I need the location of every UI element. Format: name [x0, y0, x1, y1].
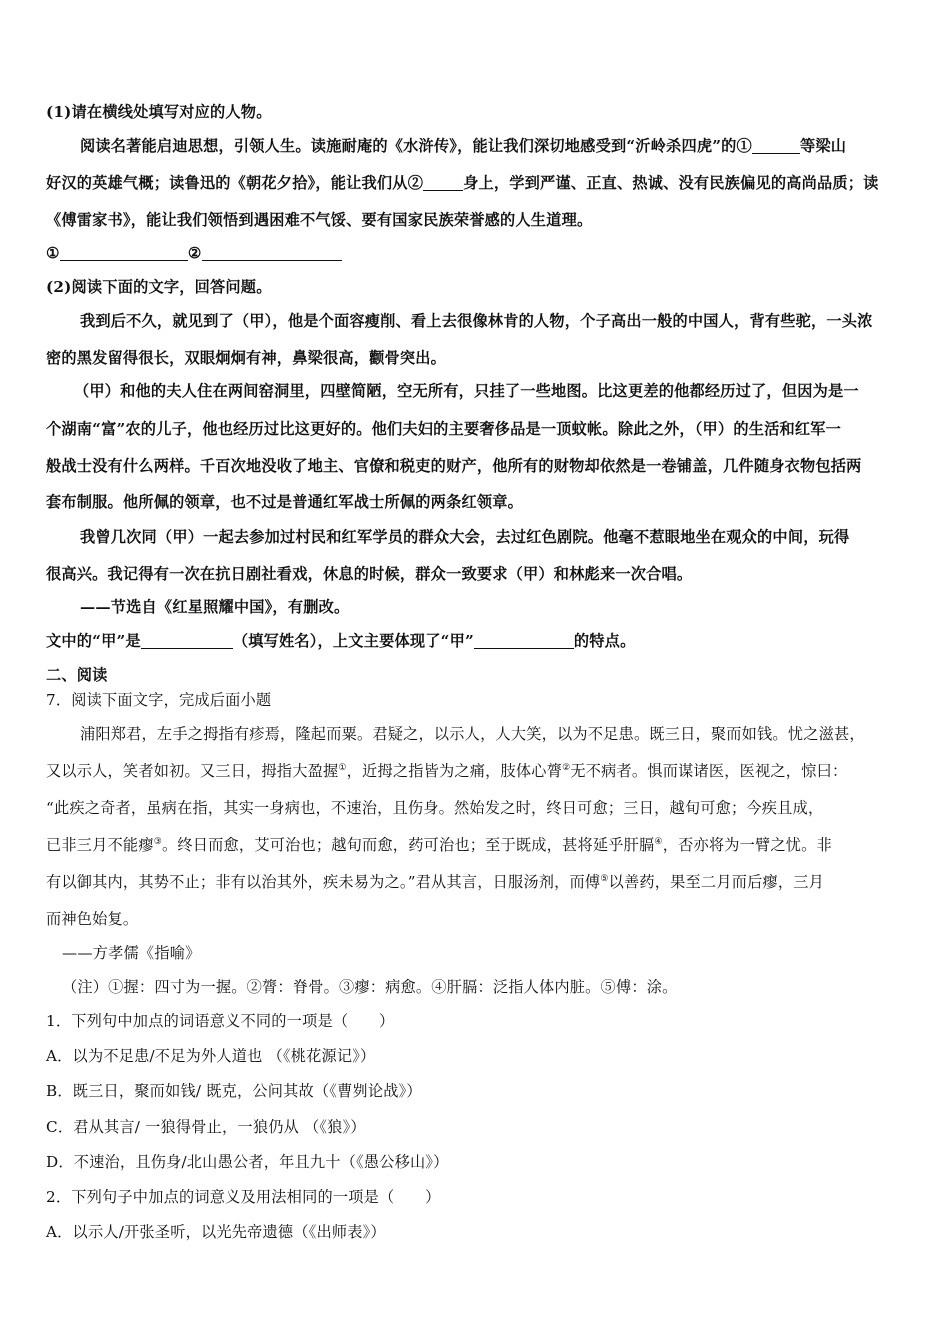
answer-blank-1[interactable]	[752, 137, 800, 154]
answer-blank-2[interactable]	[423, 174, 463, 191]
sub-question-1-option-a[interactable]: A．以为不足患/不足为外人道也 （《桃花源记》）	[46, 1047, 376, 1065]
passage-1-line-1: 阅读名著能启迪思想，引领人生。读施耐庵的《水浒传》，能让我们深切地感受到“沂岭杀四虎”的① 等梁山	[80, 137, 847, 155]
passage-1-line-3: 《傅雷家书》，能让我们领悟到遇困难不气馁、要有国家民族荣誉感的人生道理。	[46, 211, 593, 229]
classical-text-line-1: 浦阳郑君，左手之拇指有疹焉，隆起而粟。君疑之，以示人，人大笑，以为不足患。既三日，聚而如钱。忧之滋甚，	[80, 725, 865, 743]
passage-2-source: ——节选自《红星照耀中国》，有删改。	[80, 598, 350, 616]
passage-2-line-1: 我到后不久，就见到了（甲），他是个面容瘦削、看上去很像林肯的人物，个子高出一般的中国人，背有些驼，一头浓	[80, 312, 873, 330]
question-2-ask: 文中的“甲”是 （填写姓名），上文主要体现了“甲” 的特点。	[46, 632, 636, 650]
sub-question-1-option-b[interactable]: B．既三日，聚而如钱/ 既克，公问其故（《曹刿论战》）	[46, 1082, 422, 1100]
passage-2-line-5: 般战士没有什么两样。千百次地没收了地主、官僚和税吏的财产，他所有的财物却依然是一卷铺盖，几件随身衣物包括两	[46, 457, 862, 475]
footnote-mark-3: ③	[153, 836, 162, 847]
answer-blank-name[interactable]	[141, 632, 233, 649]
answer-blank-a1[interactable]	[60, 244, 188, 261]
passage-2-line-3: （甲）和他的夫人住在两间窑洞里，四壁简陋，空无所有，只挂了一些地图。比这更差的他都经历过了，但因为是一	[74, 382, 859, 400]
answer-blank-a2[interactable]	[202, 244, 342, 261]
sub-question-2-option-a[interactable]: A．以示人/开张圣听，以光先帝遗德（《出师表》）	[46, 1223, 386, 1241]
question-7-title: 7．阅读下面文字，完成后面小题	[46, 691, 272, 709]
passage-2-line-2: 密的黑发留得很长，双眼炯炯有神，鼻梁很高，颧骨突出。	[46, 349, 447, 367]
answer-blank-trait[interactable]	[474, 632, 574, 649]
section-heading-reading: 二、阅读	[46, 666, 108, 684]
passage-1-line-2: 好汉的英雄气概；读鲁迅的《朝花夕拾》，能让我们从② 身上，学到严谨、正直、热诚、没有民族偏见的高尚品质；读	[46, 174, 879, 192]
footnote-mark-5: ⑤	[600, 873, 609, 884]
passage-2-line-7: 我曾几次同（甲）一起去参加过村民和红军学员的群众大会，去过红色剧院。他毫不惹眼地坐在观众的中间，玩得	[80, 528, 850, 546]
question-2-prompt: (2)阅读下面的文字，回答问题。	[46, 278, 272, 296]
classical-text-line-5: 有以御其内，其势不止；非有以治其外，疾未易为之。”君从其言，日服汤剂，而傅⑤以善药，果至二月而后瘳，三月	[46, 873, 825, 891]
passage-2-line-8: 很高兴。我记得有一次在抗日剧社看戏，休息的时候，群众一致要求（甲）和林彪来一次合唱。	[46, 565, 693, 583]
footnote-mark-1: ①	[338, 762, 347, 773]
passage-2-line-4: 个湖南“富”农的儿子，他也经历过比这更好的。他们夫妇的主要奢侈品是一顶蚊帐。除此之外，（甲）的生活和红军一	[46, 420, 842, 438]
sub-question-1: 1．下列句中加点的词语意义不同的一项是（ ）	[46, 1012, 395, 1030]
sub-question-1-option-c[interactable]: C．君从其言/ 一狼得骨止，一狼仍从 （《狼》）	[46, 1118, 366, 1136]
question-1-prompt: (1)请在横线处填写对应的人物。	[46, 103, 272, 121]
passage-2-line-6: 套布制服。他所佩的领章，也不过是普通红军战士所佩的两条红领章。	[46, 493, 524, 511]
footnote-mark-4: ④	[654, 836, 663, 847]
classical-text-line-2: 又以示人，笑者如初。又三日，拇指大盈握①，近拇之指皆为之痛，肢体心膂②无不病者。惧而谋诸医，医视之，惊曰：	[46, 762, 848, 780]
classical-text-line-6: 而神色始复。	[46, 910, 139, 928]
classical-text-line-3: “此疾之奇者，虽病在指，其实一身病也，不速治，且伤身。然始发之时，终日可愈；三日，越旬可愈；今疾且成，	[46, 799, 824, 817]
sub-question-2: 2．下列句子中加点的词意义及用法相同的一项是（ ）	[46, 1188, 441, 1206]
classical-text-line-4: 已非三月不能瘳③。终日而愈，艾可治也；越旬而愈，药可治也；至于既成，甚将延乎肝膈④，否亦将为一臂之忧。非	[46, 836, 832, 854]
footnote-mark-2: ②	[562, 762, 571, 773]
classical-text-source: ——方孝儒《指喻》	[62, 944, 201, 962]
classical-text-notes: （注）①握：四寸为一握。②膂：脊骨。③瘳：病愈。④肝膈：泛指人体内脏。⑤傅：涂。	[62, 978, 678, 996]
sub-question-1-option-d[interactable]: D．不速治，且伤身/北山愚公者，年且九十（《愚公移山》）	[46, 1153, 449, 1171]
answer-line: ① ②	[46, 242, 342, 264]
